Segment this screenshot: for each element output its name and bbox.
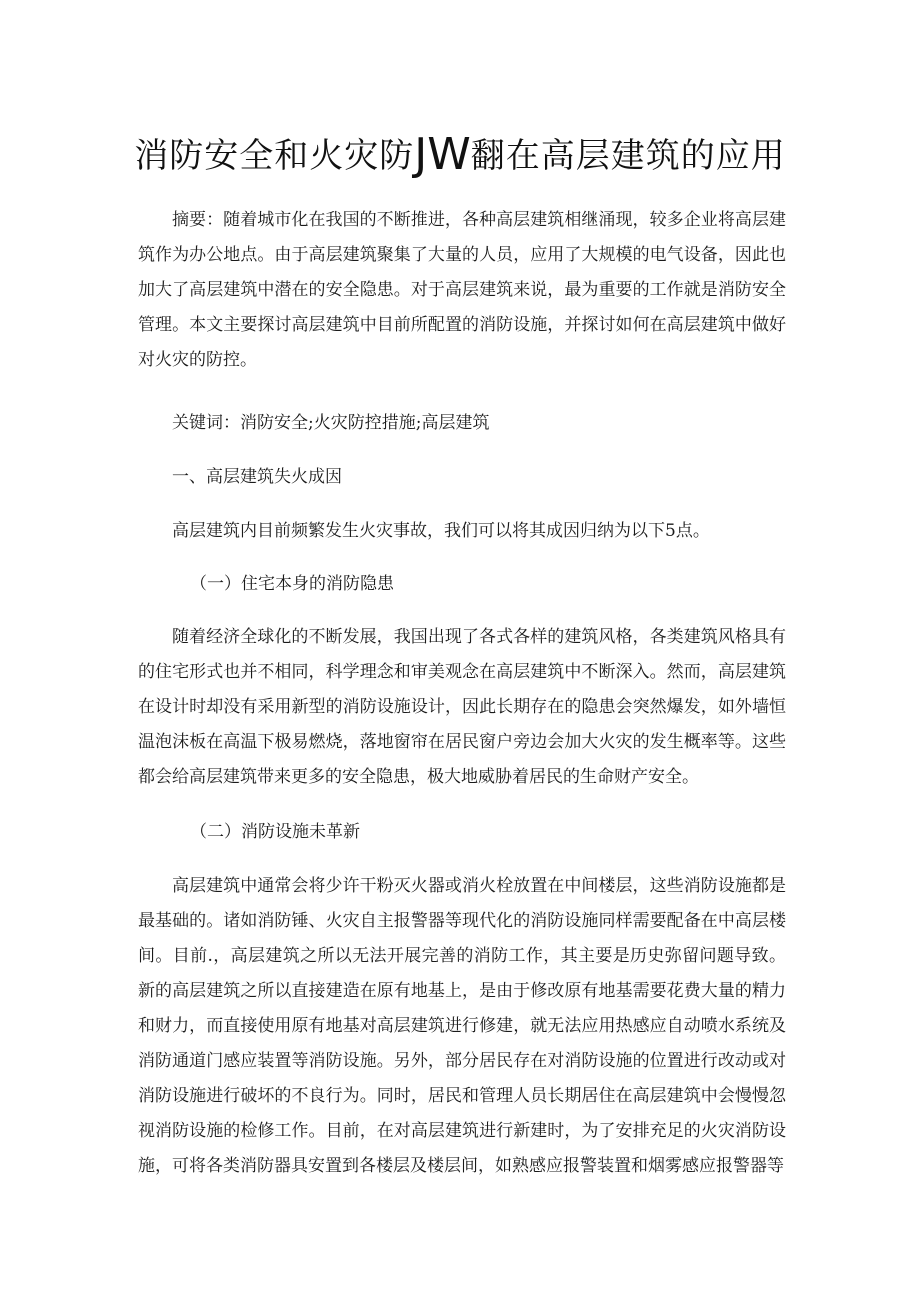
abstract-paragraph: 摘要：随着城市化在我国的不断推进，各种高层建筑相继涌现，较多企业将高层建筑作为办公地点。由于高层建筑聚集了大量的人员，应用了大规模的电气设备，因此也加大了高层建筑中潜在的安全隐患。对于高层建筑来说，最为重要的工作就是消防安全管理。本文主要探讨高层建筑中目前所配置的消防设施，并探讨如何在高层建筑中做好对火灾的防控。 [138, 210, 786, 370]
document-title [0, 128, 920, 180]
subsection-1-body: 随着经济全球化的不断发展，我国出现了各式各样的建筑风格，各类建筑风格具有的住宅形式也并不相同，科学理念和审美观念在高层建筑中不断深入。然而，高层建筑在设计时却没有采用新型的消防设施设计，因此长期存在的隐患会突然爆发，如外墙恒温泡沫板在高温下极易燃烧，落地窗帘在居民窗户旁边会加大火灾的发生概率等。这些都会给高层建筑带来更多的安全隐患，极大地威胁着居民的生命财产安全。 [138, 627, 786, 787]
subsection-2-body: 高层建筑中通常会将少许干粉灭火器或消火栓放置在中间楼层，这些消防设施都是最基础的。诸如消防锤、火灾自主报警器等现代化的消防设施同样需要配备在中高层楼间。目前.，高层建筑之所以无法开展完善的消防工作，其主要是历史弥留问题导致。新的高层建筑之所以直接建造在原有地基上，是由于修改原有地基需要花费大量的精力和财力，而直接使用原有地基对高层建筑进行修建，就无法应用热感应自动喷水系统及消防通道门感应装置等消防设施。另外，部分居民存在对消防设施的位置进行改动或对消防设施进行破坏的不良行为。同时，居民和管理人员长期居住在高层建筑中会慢慢忽视消防设施的检修工作。目前，在对高层建筑进行新建时，为了安排充足的火灾消防设施，可将各类消防器具安置到各楼层及楼层间，如熟感应报警装置和烟雾感应报警器等 [138, 876, 786, 1176]
section-1-intro: 高层建筑内目前频繁发生火灾事故，我们可以将其成因归纳为以下5点。 [172, 521, 710, 541]
subsection-1-heading: （一）住宅本身的消防隐患 [190, 574, 394, 594]
keywords-line: 关键词：消防安全;火灾防控措施;高层建筑 [172, 413, 490, 433]
title-part-1: 消防安全和火灾防 [134, 136, 415, 176]
title-part-2: 翻在高层建筑的应用 [470, 136, 786, 176]
title-latin-text: JW [414, 129, 471, 180]
section-1-heading: 一、高层建筑失火成因 [172, 467, 342, 487]
subsection-2-heading: （二）消防设施未革新 [190, 822, 360, 842]
